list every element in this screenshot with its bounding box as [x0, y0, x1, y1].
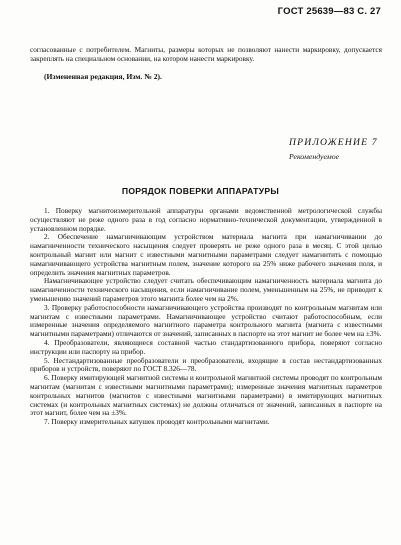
- paragraph-7: 7. Поверку измерительных катушек проводят контрольными магнитами.: [44, 417, 270, 427]
- top-paragraph: согласованные с потребителем. Магниты, размеры которых не позволяют нанести маркировку, допускается закреплять на специальном основании, на котором нанести маркировку.: [30, 45, 382, 63]
- paragraph-6: 6. Поверку имитирующей магнитной системы и контрольной магнитной системы проводят по контрольным магнитам (магнитам с известными магнитными параметрами); измеренные значения магнитных параметров контрольных магнитов (магнитов с известными магнитными параметрами) в имитирующих магнитных системах (и контрольных магнитных системах) не должны отличаться от значений, записанных в паспорте на этот магнит, более чем на ±3%.: [30, 373, 382, 418]
- paragraph-2: 2. Обеспечение намагничивающим устройством материала магнита при намагничивании до намагниченности технического насыщения следует проверять не реже одного раза в месяц. С этой целью контрольный магнит или магнит с известными магнитными параметрами следует намагнитить с помощью намагничивающего устройства магнитным полем, значение которого на 25% ниже рабочего значения поля, и определить значения магнитных параметров.: [30, 232, 382, 277]
- paragraph-1: 1. Поверку магнитоизмерительной аппаратуры органами ведомственной метрологической службы осуществляют не реже одного раза в год согласно нормативно-технической документации, утвержденной в установленном порядке.: [30, 206, 382, 233]
- body-text: [30, 207, 382, 427]
- appendix-note: Рекомендуемое: [289, 152, 340, 161]
- paragraph-5: 5. Нестандартизованные преобразователи и преобразователи, входящие в состав нестандартизованных приборов и устройств, поверяют по ГОСТ 8.326—78.: [30, 355, 382, 374]
- section-title: ПОРЯДОК ПОВЕРКИ АППАРАТУРЫ: [121, 186, 280, 196]
- appendix-title: ПРИЛОЖЕНИЕ 7: [289, 137, 378, 148]
- paragraph-4: 4. Преобразователи, являющиеся составной частью стандартизованного прибора, поверяют согласно инструкции или паспорту на прибор.: [30, 337, 382, 356]
- amendment-note: (Измененная редакция, Изм. № 2).: [44, 72, 162, 81]
- running-head: ГОСТ 25639—83 С. 27: [277, 6, 381, 17]
- paragraph-3: 3. Проверку работоспособности намагничивающего устройства производят по контрольным магнитам или магнитам с известными параметрами. Намагничивающее устройство считают работоспособным, если измеренные значения определяемого магнитного параметра контрольного магнита (магнита с известными магнитными параметрами) отличаются от значений, записанных в паспорте на этот магнит не более чем на ±3%.: [30, 302, 382, 339]
- paragraph-2-continued: Намагничивающее устройство следует считать обеспечивающим намагниченность материала магнита до намагниченности технического насыщения, если намагничивание полем, уменьшенным на 25%, не приводит к уменьшению значений параметров этого магнита более чем на 2%.: [30, 276, 382, 303]
